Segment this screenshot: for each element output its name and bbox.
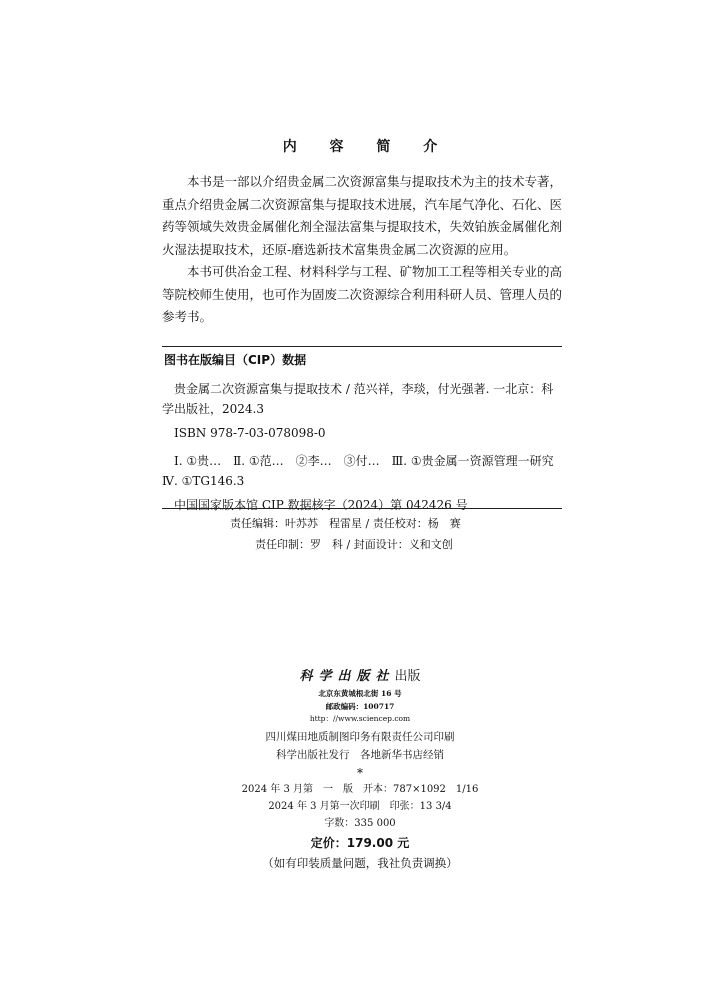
summary-paragraph-1: 本书是一部以介绍贵金属二次资源富集与提取技术为主的技术专著，重点介绍贵金属二次资源富集与提取技术进展，汽车尾气净化、石化、医药等领域失效贵金属催化剂全湿法富集与提取技术，失效铂族金属催化剂火湿法提取技术，还原-磨选新技术富集贵金属二次资源的应用。	[162, 174, 563, 257]
summary-paragraph-2: 本书可供冶金工程、材料科学与工程、矿物加工工程等相关专业的高等院校师生使用，也可作为固废二次资源综合利用科研人员、管理人员的参考书。	[162, 264, 563, 324]
price: 定价：179.00 元	[310, 836, 410, 850]
summary-title: 内 容 简 介	[282, 139, 452, 155]
cip-bibliographic-entry: 贵金属二次资源富集与提取技术 / 范兴祥，李琰，付光强著. 一北京：科学出版社，2024.3	[162, 382, 554, 416]
cip-classification: Ⅰ. ①贵… Ⅱ. ①范… ②李… ③付… Ⅲ. ①贵金属一资源管理一研究 Ⅳ. ①TG146.3	[162, 454, 566, 488]
word-count: 字数：335 000	[324, 818, 396, 829]
summary-body	[162, 171, 562, 329]
printing-line: 2024 年 3 月第一次印刷 印张：13 3/4	[268, 801, 452, 812]
cip-top-rule	[162, 346, 562, 347]
credits-line-2: 责任印制：罗 科 / 封面设计：义和文创	[255, 538, 453, 551]
cip-record-number: 中国国家版本馆 CIP 数据核字（2024）第 042426 号	[174, 498, 468, 512]
separator-star: *	[357, 766, 363, 780]
edition-line: 2024 年 3 月第 一 版 开本：787×1092 1/16	[241, 784, 479, 795]
publisher-block	[0, 667, 720, 873]
cip-heading: 图书在版编目（CIP）数据	[164, 353, 307, 367]
publisher-url: http：//www.sciencep.com	[309, 714, 411, 723]
publisher-address: 北京东黄城根北街 16 号	[318, 689, 402, 698]
cip-data-block	[162, 348, 566, 515]
cip-bottom-rule	[162, 508, 562, 509]
publisher-postcode: 邮政编码：100717	[325, 702, 395, 711]
quality-notice: （如有印装质量问题，我社负责调换）	[262, 856, 458, 870]
publisher-logo-text: 科学出版社	[299, 669, 395, 684]
publisher-name	[0, 667, 720, 687]
credits-line-1: 责任编辑：叶苏苏 程雷星 / 责任校对：杨 赛	[230, 517, 461, 530]
printer-line: 四川煤田地质制图印务有限责任公司印刷	[265, 731, 455, 743]
cip-isbn: ISBN 978-7-03-078098-0	[174, 426, 326, 440]
publisher-suffix: 出版	[394, 669, 421, 684]
distribution-line: 科学出版社发行 各地新华书店经销	[276, 749, 444, 761]
editorial-credits	[230, 513, 530, 555]
